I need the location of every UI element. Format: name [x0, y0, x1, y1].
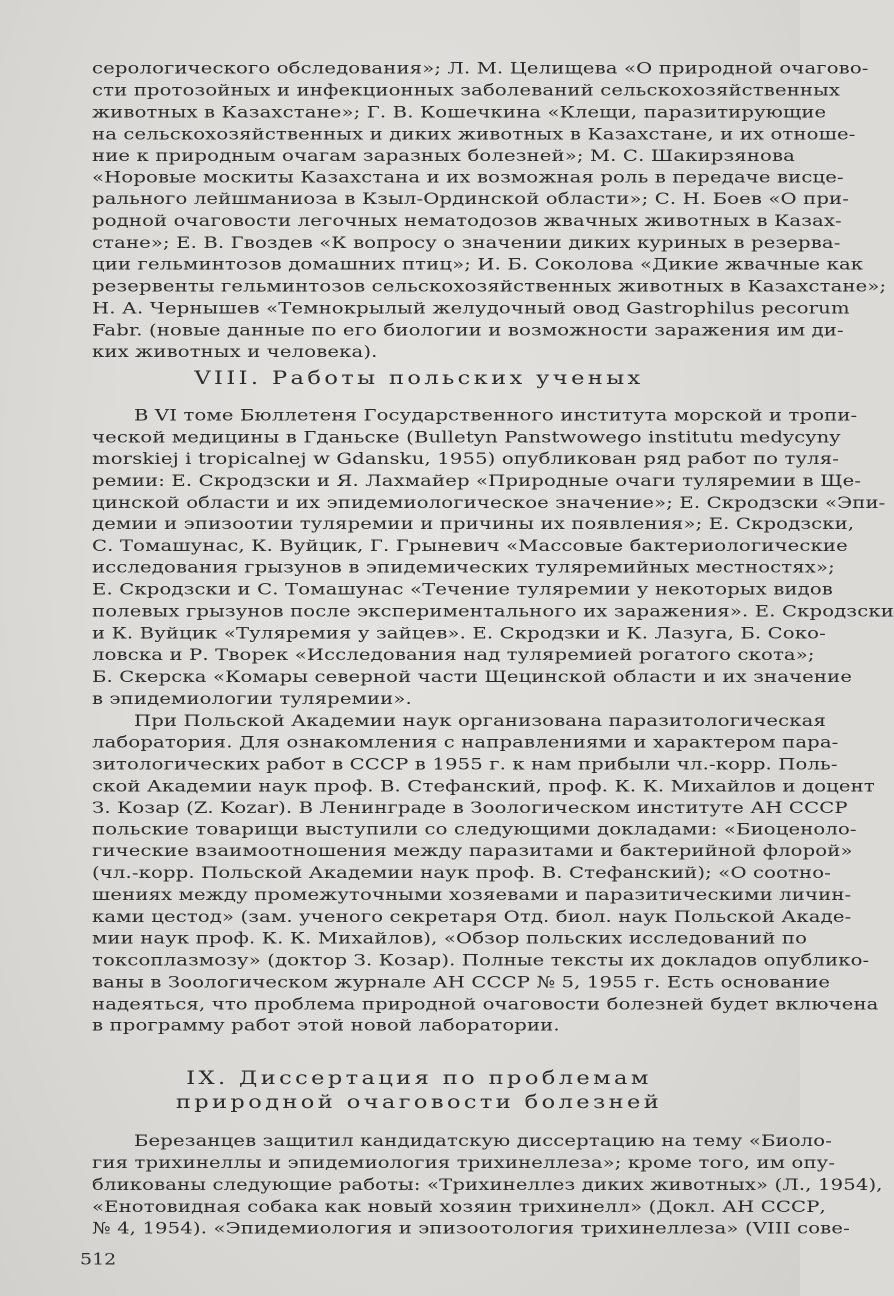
text-line: сти протозойных и инфекционных заболеваний сельскохозяйственных	[92, 80, 841, 100]
text-line: ремии: Е. Скродзски и Я. Лахмайер «Природные очаги туляремии в Ще-	[92, 471, 862, 490]
text-line: Е. Скродзски и С. Томашунас «Течение туляремии у некоторых видов	[92, 580, 833, 599]
text-line: серологического обследования»; Л. М. Целищева «О природной очагово-	[92, 59, 869, 78]
text-line: Б. Скерска «Комары северной части Щецинской области и их значение	[92, 667, 853, 686]
text-line: в программу работ этой новой лаборатории.	[92, 1016, 560, 1035]
text-line: гические взаимоотношения между паразитами и бактерийной флорой»	[92, 841, 853, 861]
text-line: ких животных и человека).	[92, 342, 378, 361]
section-heading-viii: VIII. Работы польских ученых	[194, 367, 644, 389]
text-line: шениях между промежуточными хозяевами и паразитическими личин-	[92, 885, 852, 905]
text-line: токсоплазмозу» (доктор З. Козар). Полные тексты их докладов опублико-	[92, 950, 870, 970]
text-line: мии наук проф. К. К. Михайлов), «Обзор польских исследований по	[92, 928, 808, 948]
text-line: гия трихинеллы и эпидемиология трихинеллеза»; кроме того, им опу-	[92, 1153, 836, 1172]
text-line: полевых грызунов после экспериментального их заражения». Е. Скродзски	[92, 601, 894, 621]
text-line: лаборатория. Для ознакомления с направлениями и характером пара-	[92, 732, 839, 752]
text-line: родной очаговости легочных нематодозов жвачных животных в Казах-	[92, 211, 842, 231]
text-line: на сельскохозяйственных и диких животных в Казахстане, и их отноше-	[92, 124, 856, 144]
text-line: В VI томе Бюллетеня Государственного института морской и тропи-	[134, 405, 858, 425]
text-line: (чл.-корр. Польской Академии наук проф. В. Стефанский); «О соотно-	[92, 863, 831, 883]
text-line: и К. Вуйцик «Туляремия у зайцев». Е. Скродзки и К. Лазуга, Б. Соко-	[92, 623, 826, 643]
text-line: «Норовые москиты Казахстана и их возможная роль в передаче висце-	[92, 168, 844, 187]
text-line: резервенты гельминтозов сельскохозяйственных животных в Казахстане»;	[92, 276, 887, 296]
section-heading-ix-line-1: IX. Диссертация по проблемам	[186, 1067, 652, 1089]
text-line: «Енотовидная собака как новый хозяин трихинелл» (Докл. АН СССР,	[92, 1196, 826, 1216]
text-line: польские товарищи выступили со следующими докладами: «Биоценоло-	[92, 820, 857, 839]
text-line: ками цестод» (зам. ученого секретаря Отд. биол. наук Польской Акаде-	[92, 907, 852, 926]
text-line: исследования грызунов в эпидемических туляремийных местностях»;	[92, 558, 835, 577]
text-line: Fabr. (новые данные по его биологии и возможности заражения им ди-	[92, 320, 844, 340]
section-heading-ix-line-2: природной очаговости болезней	[175, 1091, 663, 1113]
text-line: рального лейшманиоза в Кзыл-Ординской области»; С. Н. Боев «О при-	[92, 189, 850, 209]
text-line: ние к природным очагам заразных болезней»; М. С. Шакирзянова	[92, 146, 795, 165]
text-line: З. Козар (Z. Kozar). В Ленинграде в Зоологическом институте АН СССР	[92, 798, 848, 817]
text-line: надеяться, что проблема природной очаговости болезней будет включена	[92, 994, 879, 1013]
text-line: демии и эпизоотии туляремии и причины их появления»; Е. Скродзски,	[92, 514, 855, 534]
text-line: morskiej i tropicalnej w Gdansku, 1955) опубликован ряд работ по туля-	[92, 449, 840, 469]
text-line: Березанцев защитил кандидатскую диссертацию на тему «Биоло-	[134, 1131, 832, 1151]
text-line: ловска и Р. Творек «Исследования над туляремией рогатого скота»;	[92, 645, 815, 665]
text-line: в эпидемиологии туляремии».	[92, 688, 412, 708]
text-line: ческой медицины в Гданьске (Bulletyn Panstwowego institutu medycyny	[92, 427, 841, 447]
text-line: Н. А. Чернышев «Темнокрылый желудочный овод Gastrophilus pecorum	[92, 298, 850, 318]
text-line: ской Академии наук проф. В. Стефанский, проф. К. К. Михайлов и доцент	[92, 776, 875, 796]
page-number: 512	[80, 1250, 117, 1269]
text-line: стане»; Е. В. Гвоздев «К вопросу о значении диких куриных в резерва-	[92, 233, 841, 253]
paragraph-polish-academy-lab	[92, 710, 879, 1037]
text-line: бликованы следующие работы: «Трихинеллез диких животных» (Л., 1954),	[92, 1175, 883, 1194]
text-line: животных в Казахстане»; Г. В. Кошечкина «Клещи, паразитирующие	[92, 102, 827, 122]
text-line: № 4, 1954). «Эпидемиология и эпизоотология трихинеллеза» (VIII сове-	[92, 1218, 850, 1238]
text-line: При Польской Академии наук организована паразитологическая	[134, 711, 826, 730]
text-line: ции гельминтозов домашних птиц»; И. Б. Соколова «Дикие жвачные как	[92, 255, 864, 274]
text-line: ваны в Зоологическом журнале АН СССР № 5, 1955 г. Есть основание	[92, 972, 831, 992]
text-line: цинской области и их эпидемиологическое значение»; Е. Скродзски «Эпи-	[92, 492, 886, 512]
text-line: зитологических работ в СССР в 1955 г. к нам прибыли чл.-корр. Поль-	[92, 754, 838, 774]
paragraph-dissertation	[92, 1131, 883, 1240]
paragraph-polish-bulletin	[92, 405, 894, 710]
text-line: С. Томашунас, К. Вуйцик, Г. Грыневич «Массовые бактериологические	[92, 536, 848, 556]
paragraph-kazakhstan-reports	[92, 58, 887, 363]
